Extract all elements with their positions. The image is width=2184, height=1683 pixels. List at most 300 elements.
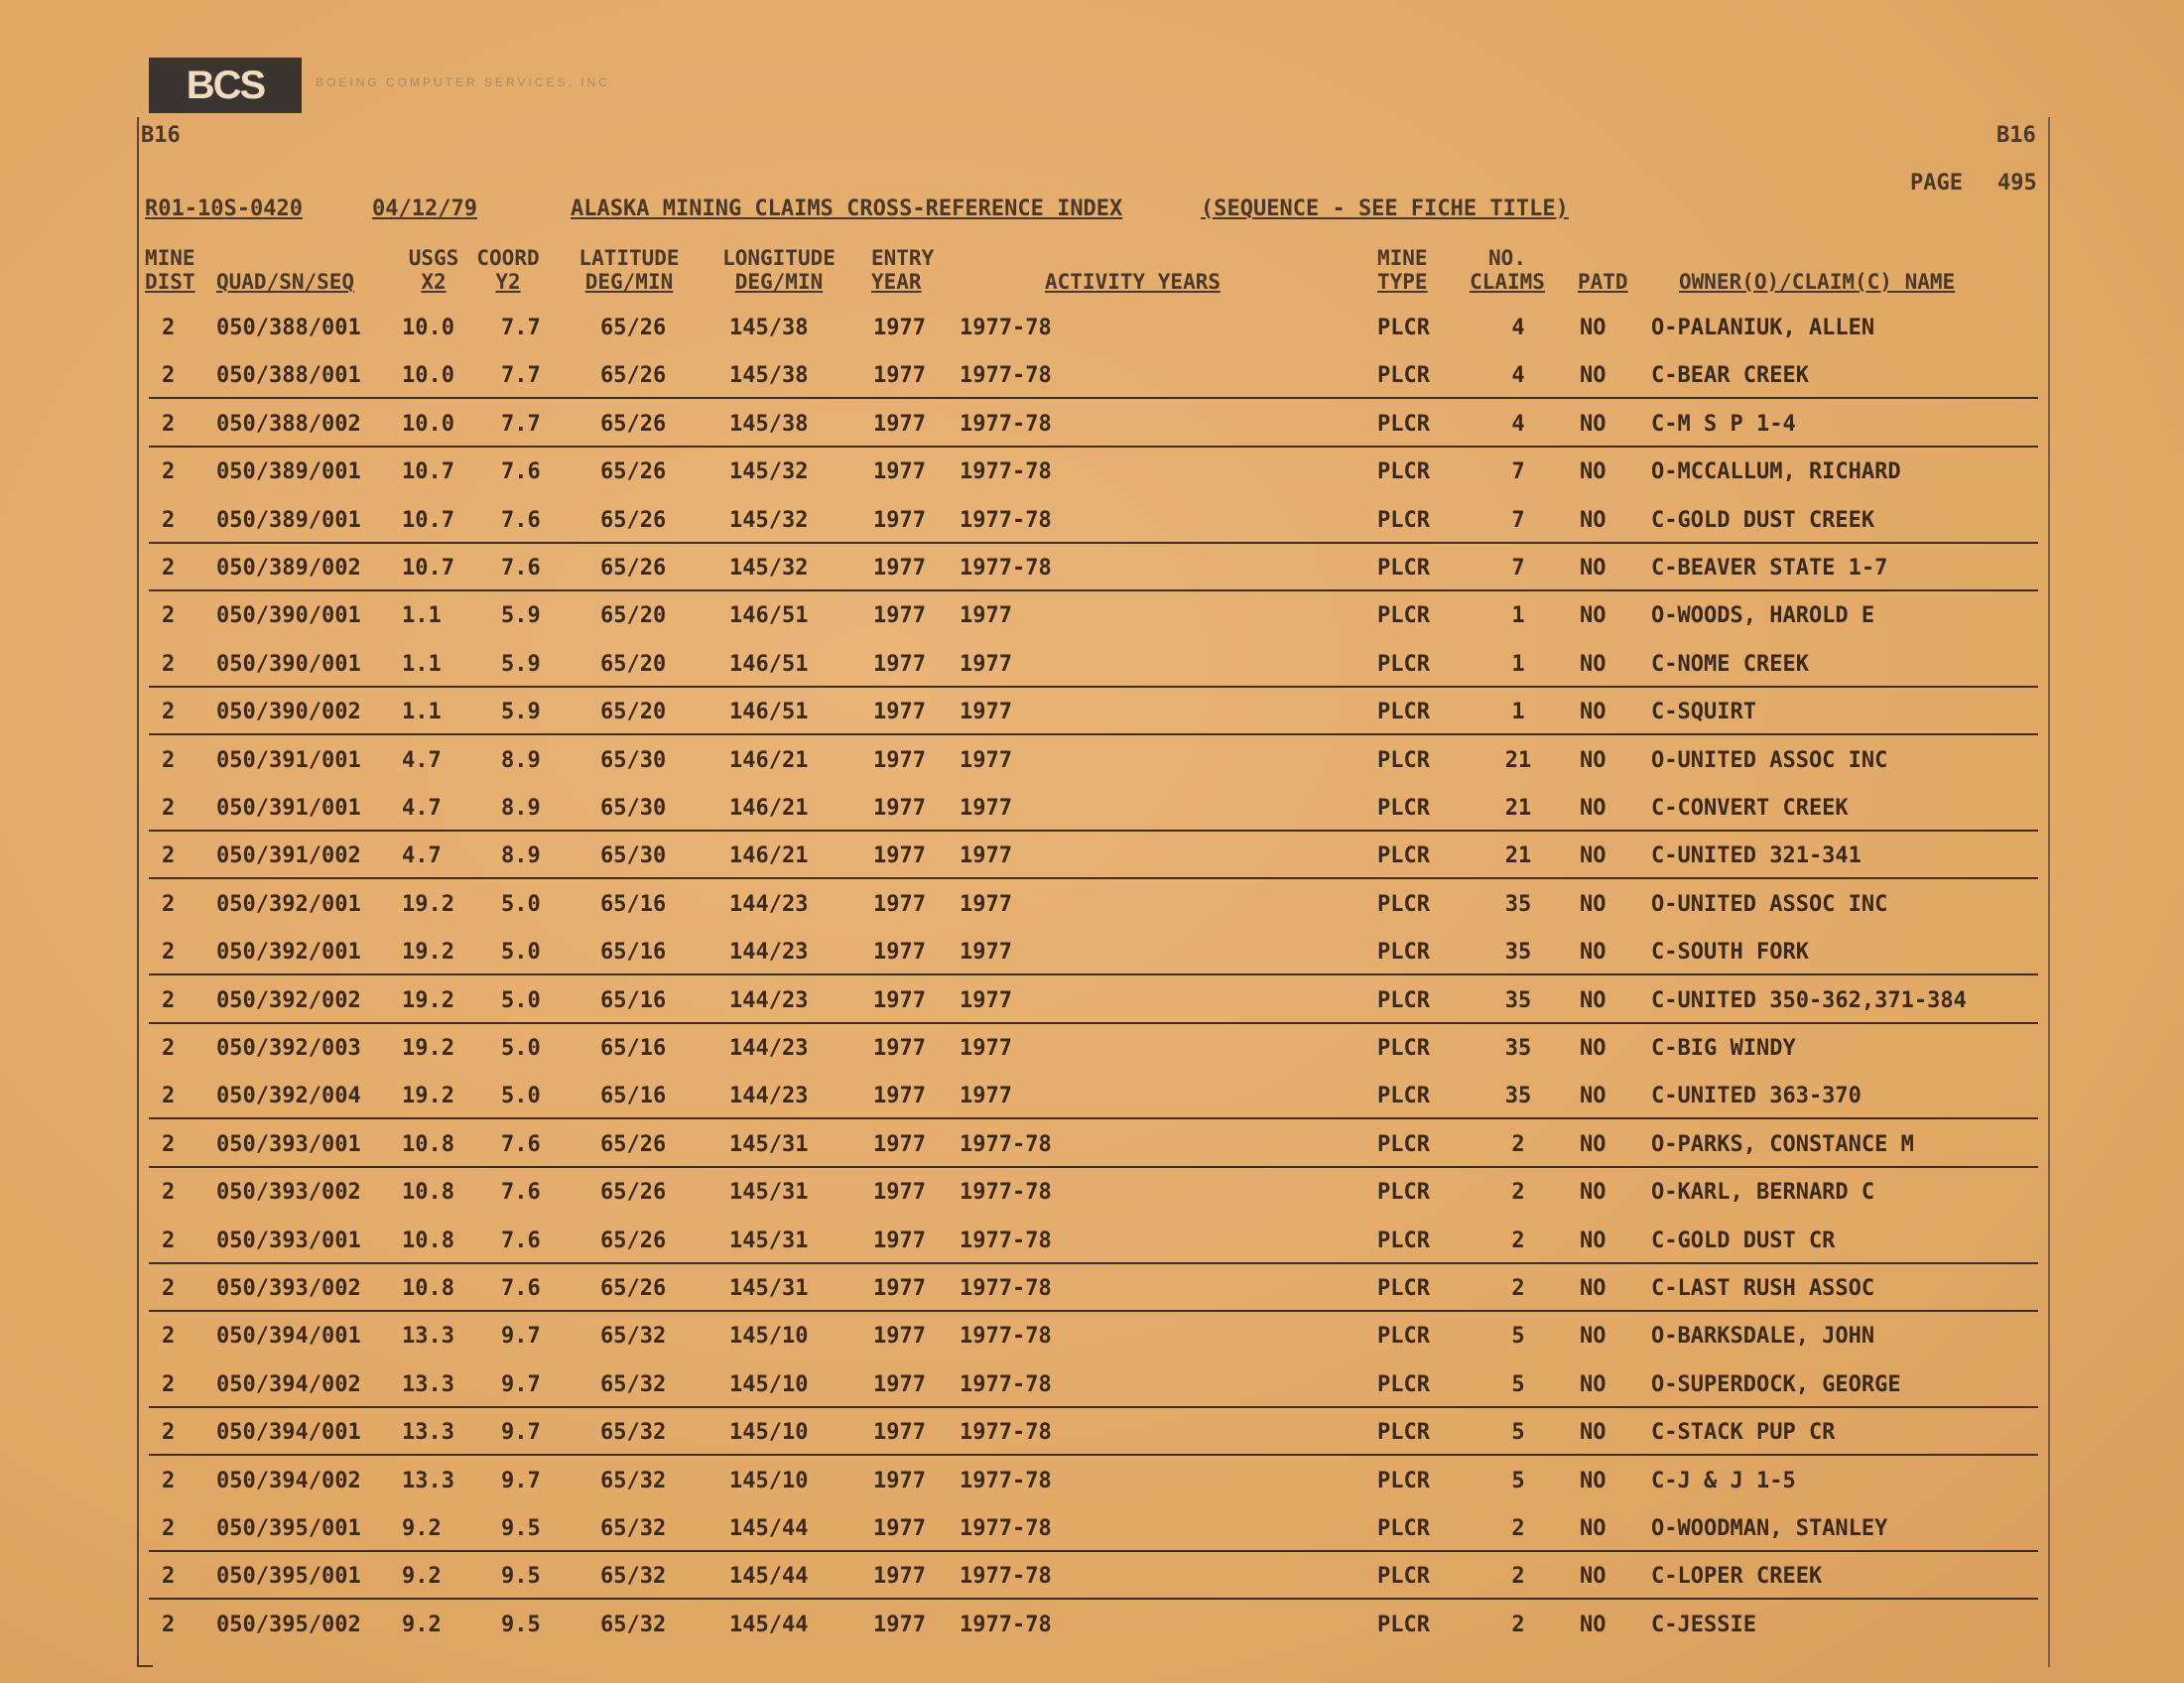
row-mine-type: PLCR <box>1377 796 1430 821</box>
row-longitude: 145/38 <box>729 411 809 437</box>
row-y2: 9.7 <box>501 1371 541 1397</box>
row-y2: 5.0 <box>501 940 541 966</box>
row-mine-dist: 2 <box>162 700 176 725</box>
row-quad: 050/395/002 <box>216 1612 361 1637</box>
row-mine-type: PLCR <box>1377 940 1430 966</box>
row-latitude: 65/32 <box>600 1564 667 1590</box>
row-mine-type: PLCR <box>1377 1612 1430 1637</box>
row-y2: 7.7 <box>501 316 541 340</box>
row-latitude: 65/26 <box>600 316 667 340</box>
row-owner-claim-name: C-UNITED 321-341 <box>1651 843 1862 869</box>
row-rule <box>149 1166 2038 1168</box>
row-activity: 1977-78 <box>960 411 1052 437</box>
row-quad: 050/390/001 <box>216 603 361 629</box>
row-quad: 050/391/002 <box>216 843 361 869</box>
row-rule <box>149 877 2038 879</box>
row-latitude: 65/16 <box>600 987 667 1013</box>
row-no-claims: 2 <box>1511 1180 1525 1206</box>
row-mine-type: PLCR <box>1377 1324 1430 1350</box>
row-mine-dist: 2 <box>162 1516 176 1541</box>
row-activity: 1977-78 <box>960 1324 1052 1350</box>
row-patd: NO <box>1580 507 1606 533</box>
row-mine-type: PLCR <box>1377 747 1430 773</box>
row-no-claims: 35 <box>1504 987 1532 1013</box>
row-rule <box>149 1550 2038 1552</box>
row-no-claims: 35 <box>1504 891 1532 917</box>
table-row <box>0 556 2184 603</box>
row-latitude: 65/26 <box>600 411 667 437</box>
row-mine-dist: 2 <box>162 556 176 581</box>
row-owner-claim-name: O-UNITED ASSOC INC <box>1651 747 1888 773</box>
col-patd: PATD <box>1578 270 1628 294</box>
row-latitude: 65/32 <box>600 1468 667 1493</box>
row-rule <box>149 830 2038 832</box>
row-patd: NO <box>1580 1371 1606 1397</box>
row-entry-year: 1977 <box>873 940 926 966</box>
row-rule <box>149 1406 2038 1408</box>
row-patd: NO <box>1580 1276 1606 1301</box>
row-mine-dist: 2 <box>162 1324 176 1350</box>
row-x2: 4.7 <box>402 843 442 869</box>
row-activity: 1977 <box>960 796 1012 821</box>
row-patd: NO <box>1580 1180 1606 1206</box>
table-row <box>0 1516 2184 1564</box>
row-longitude: 145/32 <box>729 507 809 533</box>
row-patd: NO <box>1580 459 1606 485</box>
row-latitude: 65/20 <box>600 700 667 725</box>
table-row <box>0 1324 2184 1371</box>
row-entry-year: 1977 <box>873 843 926 869</box>
row-y2: 7.7 <box>501 363 541 389</box>
row-no-claims: 2 <box>1511 1564 1525 1590</box>
row-longitude: 145/31 <box>729 1228 809 1253</box>
row-x2: 10.8 <box>402 1228 454 1253</box>
row-x2: 13.3 <box>402 1468 454 1493</box>
row-longitude: 144/23 <box>729 1036 809 1061</box>
row-quad: 050/392/001 <box>216 891 361 917</box>
row-quad: 050/389/001 <box>216 459 361 485</box>
row-rule <box>149 397 2038 399</box>
row-latitude: 65/26 <box>600 459 667 485</box>
row-mine-dist: 2 <box>162 1371 176 1397</box>
row-activity: 1977-78 <box>960 556 1052 581</box>
row-owner-claim-name: C-NOME CREEK <box>1651 651 1809 677</box>
row-no-claims: 21 <box>1504 747 1532 773</box>
row-x2: 19.2 <box>402 1084 454 1109</box>
row-latitude: 65/20 <box>600 603 667 629</box>
col-quad: QUAD/SN/SEQ <box>216 270 355 294</box>
row-owner-claim-name: O-UNITED ASSOC INC <box>1651 891 1888 917</box>
row-no-claims: 7 <box>1511 507 1525 533</box>
row-entry-year: 1977 <box>873 411 926 437</box>
row-mine-dist: 2 <box>162 1180 176 1206</box>
row-y2: 5.9 <box>501 651 541 677</box>
row-mine-type: PLCR <box>1377 1468 1430 1493</box>
row-no-claims: 1 <box>1511 603 1525 629</box>
row-mine-dist: 2 <box>162 1468 176 1493</box>
table-row <box>0 459 2184 507</box>
row-no-claims: 7 <box>1511 459 1525 485</box>
row-mine-type: PLCR <box>1377 891 1430 917</box>
row-longitude: 146/51 <box>729 651 809 677</box>
row-rule <box>149 589 2038 591</box>
row-patd: NO <box>1580 940 1606 966</box>
row-x2: 9.2 <box>402 1612 442 1637</box>
row-owner-claim-name: O-SUPERDOCK, GEORGE <box>1651 1371 1901 1397</box>
row-y2: 8.9 <box>501 747 541 773</box>
row-patd: NO <box>1580 651 1606 677</box>
row-entry-year: 1977 <box>873 700 926 725</box>
row-mine-type: PLCR <box>1377 843 1430 869</box>
row-mine-dist: 2 <box>162 747 176 773</box>
row-owner-claim-name: O-PALANIUK, ALLEN <box>1651 316 1875 340</box>
row-quad: 050/392/002 <box>216 987 361 1013</box>
row-no-claims: 4 <box>1511 363 1525 389</box>
report-date: 04/12/79 <box>372 196 477 221</box>
row-longitude: 144/23 <box>729 987 809 1013</box>
row-patd: NO <box>1580 411 1606 437</box>
row-no-claims: 4 <box>1511 316 1525 340</box>
row-x2: 10.0 <box>402 316 454 340</box>
row-y2: 5.9 <box>501 603 541 629</box>
row-owner-claim-name: C-SQUIRT <box>1651 700 1756 725</box>
row-activity: 1977 <box>960 1036 1012 1061</box>
row-y2: 5.0 <box>501 987 541 1013</box>
row-rule <box>149 1454 2038 1456</box>
row-mine-dist: 2 <box>162 891 176 917</box>
row-latitude: 65/30 <box>600 843 667 869</box>
row-entry-year: 1977 <box>873 1564 926 1590</box>
row-x2: 13.3 <box>402 1420 454 1446</box>
row-owner-claim-name: C-BEAR CREEK <box>1651 363 1809 389</box>
row-owner-claim-name: C-LAST RUSH ASSOC <box>1651 1276 1875 1301</box>
row-mine-type: PLCR <box>1377 1131 1430 1157</box>
table-row <box>0 1276 2184 1324</box>
row-entry-year: 1977 <box>873 1516 926 1541</box>
row-mine-type: PLCR <box>1377 1228 1430 1253</box>
row-entry-year: 1977 <box>873 556 926 581</box>
row-owner-claim-name: O-KARL, BERNARD C <box>1651 1180 1875 1206</box>
table-row <box>0 843 2184 891</box>
row-mine-dist: 2 <box>162 1228 176 1253</box>
row-entry-year: 1977 <box>873 1180 926 1206</box>
row-quad: 050/392/003 <box>216 1036 361 1061</box>
row-activity: 1977 <box>960 603 1012 629</box>
row-latitude: 65/32 <box>600 1324 667 1350</box>
row-x2: 19.2 <box>402 940 454 966</box>
row-entry-year: 1977 <box>873 1324 926 1350</box>
row-longitude: 146/21 <box>729 796 809 821</box>
col-entry-year: ENTRY YEAR <box>871 246 935 294</box>
col-coord: COORD Y2 <box>476 246 540 294</box>
row-mine-dist: 2 <box>162 1276 176 1301</box>
row-no-claims: 7 <box>1511 556 1525 581</box>
row-longitude: 145/44 <box>729 1564 809 1590</box>
row-activity: 1977-78 <box>960 1420 1052 1446</box>
row-patd: NO <box>1580 1131 1606 1157</box>
row-quad: 050/390/002 <box>216 700 361 725</box>
row-patd: NO <box>1580 316 1606 340</box>
row-patd: NO <box>1580 891 1606 917</box>
row-quad: 050/394/002 <box>216 1468 361 1493</box>
row-latitude: 65/26 <box>600 1180 667 1206</box>
row-no-claims: 21 <box>1504 843 1532 869</box>
row-rule <box>149 1598 2038 1600</box>
row-quad: 050/388/001 <box>216 316 361 340</box>
row-owner-claim-name: C-SOUTH FORK <box>1651 940 1809 966</box>
row-longitude: 146/51 <box>729 603 809 629</box>
row-y2: 7.6 <box>501 556 541 581</box>
row-longitude: 144/23 <box>729 891 809 917</box>
row-y2: 9.5 <box>501 1564 541 1590</box>
table-row <box>0 988 2184 1036</box>
row-mine-dist: 2 <box>162 651 176 677</box>
row-entry-year: 1977 <box>873 1276 926 1301</box>
row-activity: 1977-78 <box>960 1180 1052 1206</box>
row-activity: 1977-78 <box>960 1228 1052 1253</box>
row-latitude: 65/32 <box>600 1420 667 1446</box>
row-longitude: 145/38 <box>729 316 809 340</box>
row-patd: NO <box>1580 1036 1606 1061</box>
table-row <box>0 748 2184 796</box>
page-number: 495 <box>1997 171 2037 195</box>
row-latitude: 65/26 <box>600 556 667 581</box>
row-x2: 9.2 <box>402 1516 442 1541</box>
row-latitude: 65/26 <box>600 1228 667 1253</box>
row-quad: 050/394/001 <box>216 1420 361 1446</box>
row-no-claims: 21 <box>1504 796 1532 821</box>
row-longitude: 145/10 <box>729 1468 809 1493</box>
row-x2: 1.1 <box>402 651 442 677</box>
row-patd: NO <box>1580 1564 1606 1590</box>
row-mine-dist: 2 <box>162 1036 176 1061</box>
row-rule <box>149 973 2038 975</box>
row-patd: NO <box>1580 1516 1606 1541</box>
table-row <box>0 1469 2184 1516</box>
row-latitude: 65/30 <box>600 747 667 773</box>
row-no-claims: 35 <box>1504 1036 1532 1061</box>
row-y2: 9.5 <box>501 1516 541 1541</box>
row-x2: 10.0 <box>402 363 454 389</box>
table-row <box>0 1180 2184 1228</box>
fiche-id-right: B16 <box>1996 123 2036 148</box>
row-entry-year: 1977 <box>873 1228 926 1253</box>
row-patd: NO <box>1580 747 1606 773</box>
row-longitude: 145/44 <box>729 1516 809 1541</box>
table-row <box>0 796 2184 843</box>
bcs-logo-subtitle: BOEING COMPUTER SERVICES, INC <box>316 75 610 89</box>
row-x2: 13.3 <box>402 1324 454 1350</box>
col-mine-dist: MINE DIST <box>145 246 195 294</box>
row-entry-year: 1977 <box>873 1420 926 1446</box>
row-owner-claim-name: C-UNITED 363-370 <box>1651 1084 1862 1109</box>
table-row <box>0 508 2184 556</box>
row-mine-type: PLCR <box>1377 1564 1430 1590</box>
table-row <box>0 1132 2184 1180</box>
row-entry-year: 1977 <box>873 1371 926 1397</box>
row-mine-type: PLCR <box>1377 1371 1430 1397</box>
row-owner-claim-name: C-STACK PUP CR <box>1651 1420 1836 1446</box>
row-quad: 050/393/002 <box>216 1276 361 1301</box>
row-patd: NO <box>1580 796 1606 821</box>
row-activity: 1977 <box>960 843 1012 869</box>
row-rule <box>149 733 2038 735</box>
row-mine-dist: 2 <box>162 987 176 1013</box>
row-latitude: 65/26 <box>600 1276 667 1301</box>
row-mine-type: PLCR <box>1377 556 1430 581</box>
row-owner-claim-name: O-WOODMAN, STANLEY <box>1651 1516 1888 1541</box>
row-owner-claim-name: O-MCCALLUM, RICHARD <box>1651 459 1901 485</box>
row-activity: 1977-78 <box>960 1516 1052 1541</box>
row-entry-year: 1977 <box>873 507 926 533</box>
row-entry-year: 1977 <box>873 1084 926 1109</box>
row-longitude: 145/38 <box>729 363 809 389</box>
report-title: ALASKA MINING CLAIMS CROSS-REFERENCE INDEX <box>571 196 1123 221</box>
row-entry-year: 1977 <box>873 603 926 629</box>
table-row <box>0 412 2184 459</box>
row-owner-claim-name: O-PARKS, CONSTANCE M <box>1651 1131 1914 1157</box>
row-mine-type: PLCR <box>1377 603 1430 629</box>
row-owner-claim-name: C-M S P 1-4 <box>1651 411 1796 437</box>
fiche-id-left: B16 <box>141 123 181 148</box>
row-quad: 050/393/002 <box>216 1180 361 1206</box>
row-y2: 9.7 <box>501 1468 541 1493</box>
row-activity: 1977-78 <box>960 1371 1052 1397</box>
row-y2: 9.5 <box>501 1612 541 1637</box>
row-mine-dist: 2 <box>162 507 176 533</box>
row-quad: 050/389/002 <box>216 556 361 581</box>
col-latitude: LATITUDE DEG/MIN <box>578 246 680 294</box>
row-x2: 4.7 <box>402 796 442 821</box>
report-subtitle: (SEQUENCE - SEE FICHE TITLE) <box>1201 196 1569 221</box>
row-entry-year: 1977 <box>873 987 926 1013</box>
row-no-claims: 35 <box>1504 1084 1532 1109</box>
row-activity: 1977-78 <box>960 1612 1052 1637</box>
report-id: R01-10S-0420 <box>145 196 303 221</box>
row-owner-claim-name: C-LOPER CREEK <box>1651 1564 1823 1590</box>
row-activity: 1977 <box>960 700 1012 725</box>
row-activity: 1977-78 <box>960 1468 1052 1493</box>
row-activity: 1977 <box>960 1084 1012 1109</box>
row-patd: NO <box>1580 1468 1606 1493</box>
row-owner-claim-name: C-JESSIE <box>1651 1612 1756 1637</box>
row-y2: 7.7 <box>501 411 541 437</box>
row-longitude: 146/21 <box>729 747 809 773</box>
row-x2: 13.3 <box>402 1371 454 1397</box>
bcs-logo: BCS <box>149 58 302 113</box>
row-activity: 1977 <box>960 747 1012 773</box>
row-x2: 1.1 <box>402 603 442 629</box>
row-quad: 050/392/001 <box>216 940 361 966</box>
row-mine-type: PLCR <box>1377 1180 1430 1206</box>
row-rule <box>149 1310 2038 1312</box>
row-y2: 7.6 <box>501 507 541 533</box>
row-mine-type: PLCR <box>1377 987 1430 1013</box>
row-no-claims: 1 <box>1511 651 1525 677</box>
col-owner-claim-name: OWNER(O)/CLAIM(C) NAME <box>1679 270 1956 294</box>
row-patd: NO <box>1580 1084 1606 1109</box>
row-patd: NO <box>1580 1228 1606 1253</box>
row-activity: 1977-78 <box>960 316 1052 340</box>
row-latitude: 65/30 <box>600 796 667 821</box>
col-longitude: LONGITUDE DEG/MIN <box>722 246 835 294</box>
row-mine-type: PLCR <box>1377 1036 1430 1061</box>
row-rule <box>149 1022 2038 1024</box>
row-no-claims: 5 <box>1511 1468 1525 1493</box>
row-longitude: 145/10 <box>729 1420 809 1446</box>
row-entry-year: 1977 <box>873 363 926 389</box>
row-mine-type: PLCR <box>1377 651 1430 677</box>
row-mine-dist: 2 <box>162 411 176 437</box>
row-mine-type: PLCR <box>1377 700 1430 725</box>
page-label: PAGE <box>1910 171 1963 195</box>
row-mine-dist: 2 <box>162 363 176 389</box>
row-quad: 050/391/001 <box>216 796 361 821</box>
row-activity: 1977 <box>960 891 1012 917</box>
row-quad: 050/395/001 <box>216 1564 361 1590</box>
row-no-claims: 5 <box>1511 1420 1525 1446</box>
row-y2: 5.0 <box>501 891 541 917</box>
row-rule <box>149 542 2038 544</box>
row-patd: NO <box>1580 987 1606 1013</box>
row-latitude: 65/16 <box>600 891 667 917</box>
row-activity: 1977-78 <box>960 459 1052 485</box>
row-owner-claim-name: C-BEAVER STATE 1-7 <box>1651 556 1888 581</box>
row-x2: 9.2 <box>402 1564 442 1590</box>
row-y2: 7.6 <box>501 1228 541 1253</box>
row-quad: 050/388/002 <box>216 411 361 437</box>
row-activity: 1977 <box>960 940 1012 966</box>
row-entry-year: 1977 <box>873 316 926 340</box>
table-row <box>0 1372 2184 1420</box>
row-patd: NO <box>1580 843 1606 869</box>
row-latitude: 65/16 <box>600 1084 667 1109</box>
col-no-claims: NO. CLAIMS <box>1470 246 1545 294</box>
row-entry-year: 1977 <box>873 1036 926 1061</box>
row-mine-type: PLCR <box>1377 316 1430 340</box>
row-no-claims: 2 <box>1511 1276 1525 1301</box>
row-mine-type: PLCR <box>1377 1276 1430 1301</box>
row-activity: 1977-78 <box>960 1131 1052 1157</box>
row-latitude: 65/32 <box>600 1516 667 1541</box>
row-x2: 10.7 <box>402 507 454 533</box>
row-entry-year: 1977 <box>873 1612 926 1637</box>
row-mine-type: PLCR <box>1377 1516 1430 1541</box>
table-row <box>0 1036 2184 1084</box>
row-owner-claim-name: C-GOLD DUST CR <box>1651 1228 1836 1253</box>
row-owner-claim-name: C-CONVERT CREEK <box>1651 796 1849 821</box>
row-patd: NO <box>1580 556 1606 581</box>
row-patd: NO <box>1580 603 1606 629</box>
row-patd: NO <box>1580 700 1606 725</box>
row-mine-type: PLCR <box>1377 363 1430 389</box>
table-row <box>0 700 2184 747</box>
row-owner-claim-name: O-WOODS, HAROLD E <box>1651 603 1875 629</box>
row-y2: 7.6 <box>501 1131 541 1157</box>
row-latitude: 65/32 <box>600 1371 667 1397</box>
row-mine-dist: 2 <box>162 459 176 485</box>
row-y2: 7.6 <box>501 1180 541 1206</box>
row-y2: 5.9 <box>501 700 541 725</box>
row-no-claims: 35 <box>1504 940 1532 966</box>
row-patd: NO <box>1580 363 1606 389</box>
row-no-claims: 4 <box>1511 411 1525 437</box>
row-x2: 10.7 <box>402 459 454 485</box>
table-row <box>0 603 2184 651</box>
row-x2: 4.7 <box>402 747 442 773</box>
table-row <box>0 1420 2184 1468</box>
table-row <box>0 1229 2184 1276</box>
